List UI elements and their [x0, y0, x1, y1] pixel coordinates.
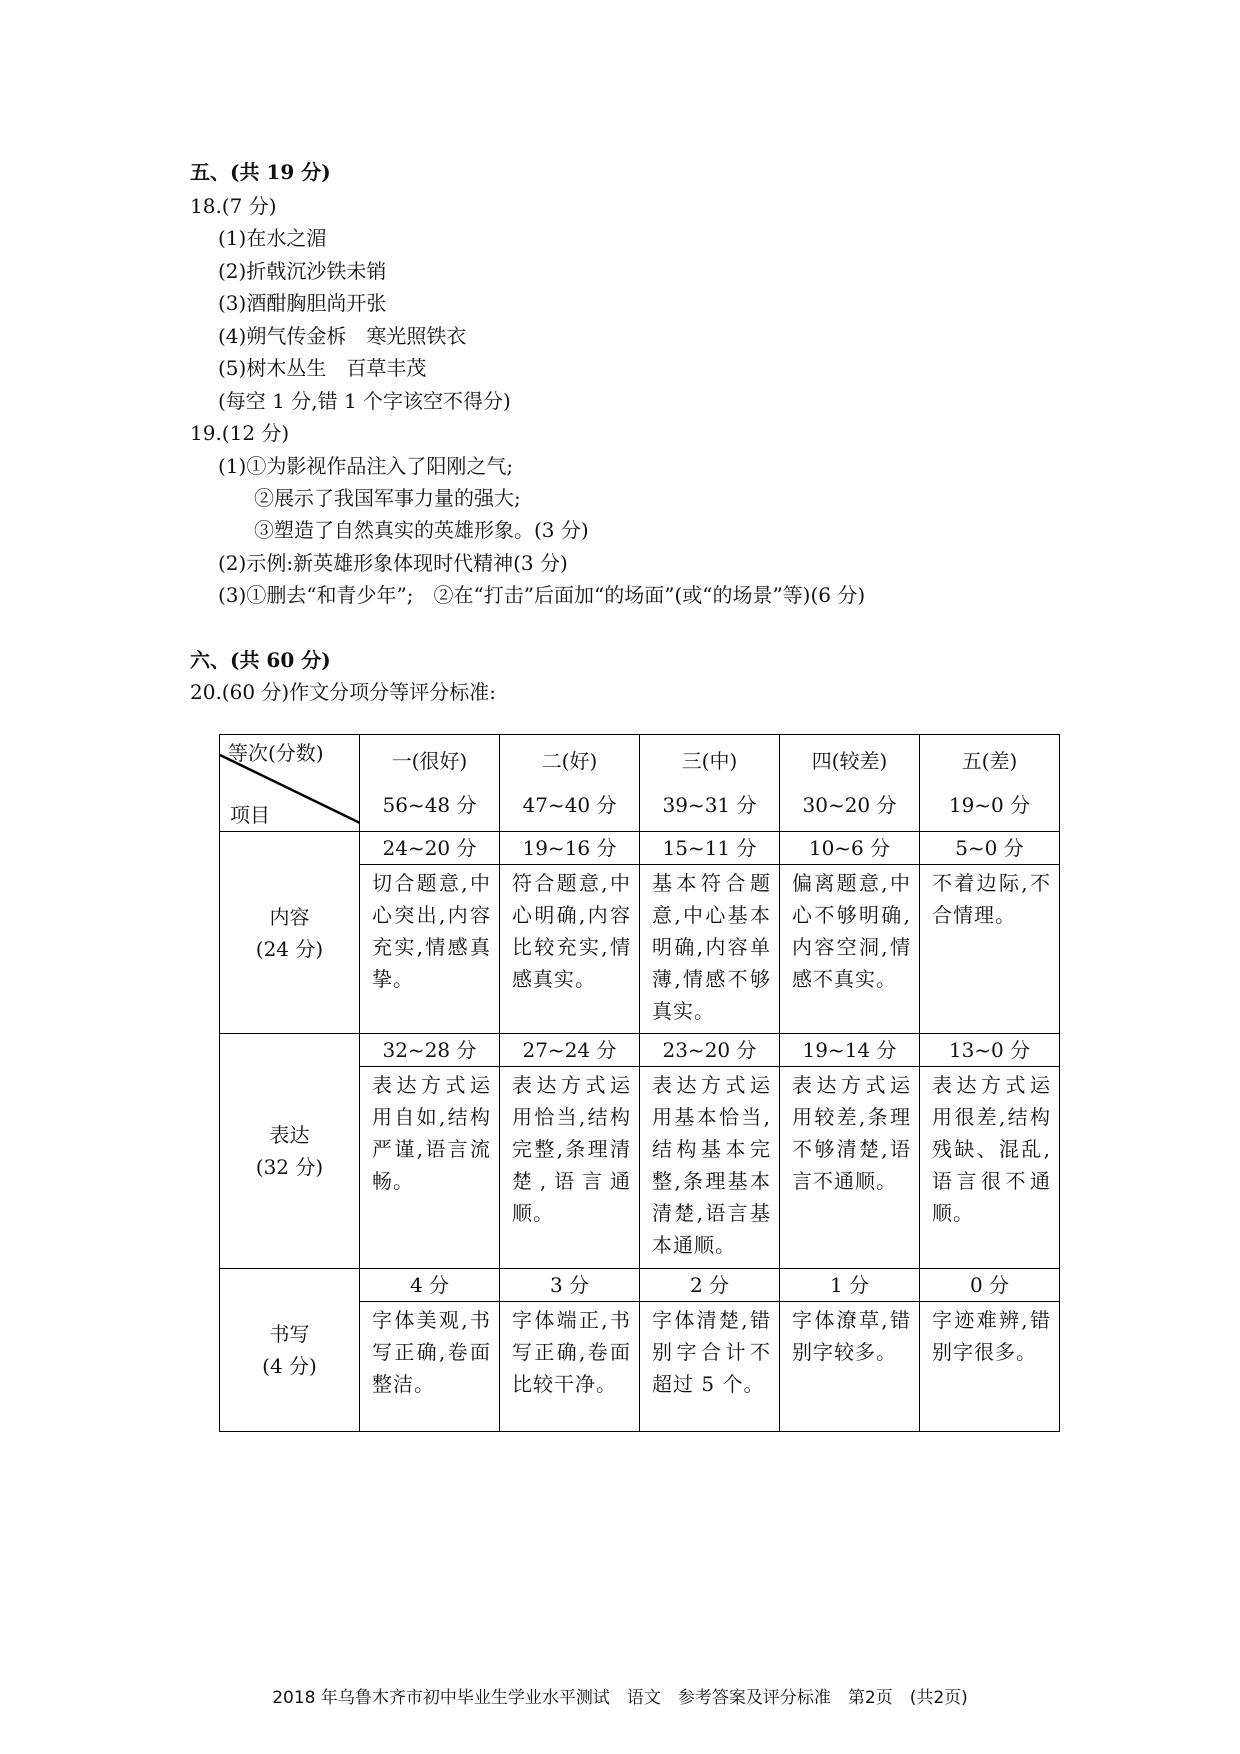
q19-part3: (3)①删去“和青少年”; ②在“打击”后面加“的场面”(或“的场景”等)(6 分): [218, 583, 866, 607]
criteria-text: 符合题意,中心明确,内容比较充实,情感真实。: [500, 865, 640, 1034]
score-range: 5~0 分: [920, 832, 1060, 865]
criteria-text: 表达方式运用很差,结构残缺、混乱,语言很不通顺。: [920, 1067, 1060, 1269]
score-range: 13~0 分: [920, 1034, 1060, 1067]
q19-part1-b: ②展示了我国军事力量的强大;: [254, 486, 521, 510]
grade-header: 五(差) 19~0 分: [920, 735, 1060, 832]
grade-header: 二(好) 47~40 分: [500, 735, 640, 832]
page-footer: 2018 年乌鲁木齐市初中毕业生学业水平测试 语文 参考答案及评分标准 第2页 (共2页): [272, 1688, 968, 1708]
table-row: [220, 1269, 1060, 1302]
section5-heading: 五、(共 19 分): [190, 160, 331, 184]
q18-item-4: (4)朔气传金柝 寒光照铁衣: [218, 324, 467, 348]
grade-header: 三(中) 39~31 分: [640, 735, 780, 832]
score-range: 19~14 分: [780, 1034, 920, 1067]
q18-item-1: (1)在水之湄: [218, 226, 327, 250]
corner-item-label: 项目: [230, 803, 270, 827]
section6-heading: 六、(共 60 分): [190, 648, 331, 672]
score-range: 3 分: [500, 1269, 640, 1302]
q18-label: 18.(7 分): [190, 194, 277, 218]
score-range: 0 分: [920, 1269, 1060, 1302]
q19-part1-a: (1)①为影视作品注入了阳刚之气;: [218, 454, 514, 478]
rubric-item-expression: 表达 (32 分): [220, 1034, 360, 1269]
corner-grade-label: 等次(分数): [228, 741, 324, 765]
score-range: 15~11 分: [640, 832, 780, 865]
criteria-text: 表达方式运用自如,结构严谨,语言流畅。: [360, 1067, 500, 1269]
score-range: 19~16 分: [500, 832, 640, 865]
rubric-item-handwriting: 书写 (4 分): [220, 1269, 360, 1432]
criteria-text: 基本符合题意,中心基本明确,内容单薄,情感不够真实。: [640, 865, 780, 1034]
q19-part1-c: ③塑造了自然真实的英雄形象。(3 分): [254, 518, 589, 542]
criteria-text: 切合题意,中心突出,内容充实,情感真挚。: [360, 865, 500, 1034]
criteria-text: 偏离题意,中心不够明确,内容空洞,情感不真实。: [780, 865, 920, 1034]
score-range: 24~20 分: [360, 832, 500, 865]
criteria-text: 字体潦草,错别字较多。: [780, 1302, 920, 1432]
q20-label: 20.(60 分)作文分项分等评分标准:: [190, 680, 496, 704]
q19-part2: (2)示例:新英雄形象体现时代精神(3 分): [218, 551, 568, 575]
criteria-text: 字体清楚,错别字合计不超过 5 个。: [640, 1302, 780, 1432]
score-range: 2 分: [640, 1269, 780, 1302]
q18-item-2: (2)折戟沉沙铁未销: [218, 259, 387, 283]
score-range: 23~20 分: [640, 1034, 780, 1067]
criteria-text: 表达方式运用基本恰当,结构基本完整,条理基本清楚,语言基本通顺。: [640, 1067, 780, 1269]
criteria-text: 表达方式运用恰当,结构完整,条理清楚,语言通顺。: [500, 1067, 640, 1269]
score-range: 32~28 分: [360, 1034, 500, 1067]
score-range: 1 分: [780, 1269, 920, 1302]
rubric-header-row: [220, 735, 1060, 832]
criteria-text: 字体美观,书写正确,卷面整洁。: [360, 1302, 500, 1432]
criteria-text: 字体端正,书写正确,卷面比较干净。: [500, 1302, 640, 1432]
q18-item-3: (3)酒酣胸胆尚开张: [218, 291, 387, 315]
q18-item-5: (5)树木丛生 百草丰茂: [218, 356, 427, 380]
q18-note: (每空 1 分,错 1 个字该空不得分): [218, 389, 511, 413]
rubric-corner-cell: [220, 735, 360, 832]
grade-header: 四(较差) 30~20 分: [780, 735, 920, 832]
q19-label: 19.(12 分): [190, 421, 290, 445]
score-range: 4 分: [360, 1269, 500, 1302]
criteria-text: 表达方式运用较差,条理不够清楚,语言不通顺。: [780, 1067, 920, 1269]
score-range: 10~6 分: [780, 832, 920, 865]
table-row: [220, 832, 1060, 865]
score-range: 27~24 分: [500, 1034, 640, 1067]
rubric-item-content: 内容 (24 分): [220, 832, 360, 1034]
criteria-text: 不着边际,不合情理。: [920, 865, 1060, 1034]
criteria-text: 字迹难辨,错别字很多。: [920, 1302, 1060, 1432]
rubric-table: [219, 734, 1060, 1432]
grade-header: 一(很好) 56~48 分: [360, 735, 500, 832]
table-row: [220, 1034, 1060, 1067]
